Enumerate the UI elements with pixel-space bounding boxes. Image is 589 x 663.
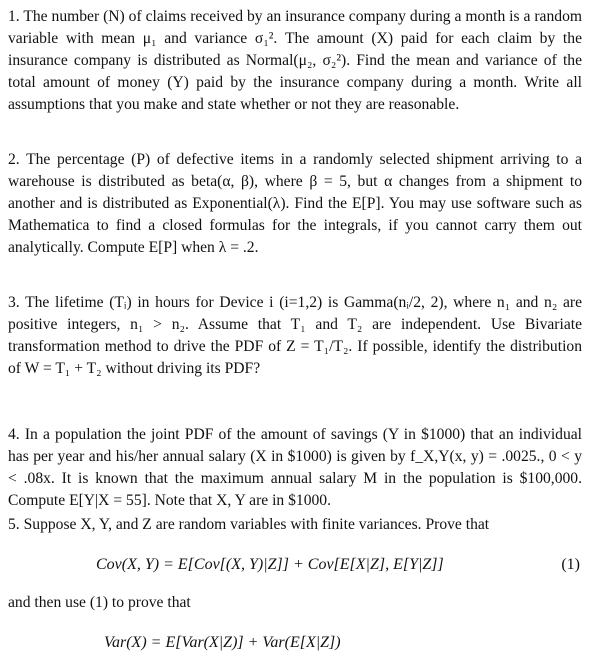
equation-1-number: (1) [561,556,580,573]
equation-2: Var(X) = E[Var(X|Z)] + Var(E[X|Z]) [104,634,341,651]
problem-3: 3. The lifetime (Tᵢ) in hours for Device i (i=1,2) is Gamma(nᵢ/2, 2), where n₁ and n₂ are positive integers, n₁ > n₂. Assume that T₁ and T₂ are independent. Use Bivariate transformation method to drive the PDF of Z = T₁/T₂. If possible, identify the distribution of W = T₁ + T₂ without driving its PDF? [8,294,582,377]
connector-text: and then use (1) to prove that [8,594,191,611]
problem-5: 5. Suppose X, Y, and Z are random variables with finite variances. Prove that [8,516,490,533]
problem-4: 4. In a population the joint PDF of the amount of savings (Y in $1000) that an individual has per year and his/her annual salary (X in $1000) is given by f_X,Y(x, y) = .0025., 0 < y < .08x. It is known that the maximum annual salary M in the population is $100,000. Compute E[Y|X = 55]. Note that X, Y are in $1000. [8,426,582,509]
problem-1: 1. The number (N) of claims received by an insurance company during a month is a random variable with mean μ₁ and variance σ₁². The amount (X) paid for each claim by the insurance company is distributed as Normal(μ₂, σ₂²). Find the mean and variance of the total amount of money (Y) paid by the insurance company during a month. Write all assumptions that you make and state whether or not they are reasonable. [8,8,582,113]
equation-1: Cov(X, Y) = E[Cov[(X, Y)|Z]] + Cov[E[X|Z], E[Y|Z]] [96,556,444,573]
problem-2: 2. The percentage (P) of defective items in a randomly selected shipment arriving to a warehouse is distributed as beta(α, β), where β = 5, but α changes from a shipment to another and is distributed as Exponential(λ). Find the E[P]. You may use software such as Mathematica to find a closed formulas for the integrals, if you cannot carry them out analytically. Compute E[P] when λ = .2. [8,151,582,256]
